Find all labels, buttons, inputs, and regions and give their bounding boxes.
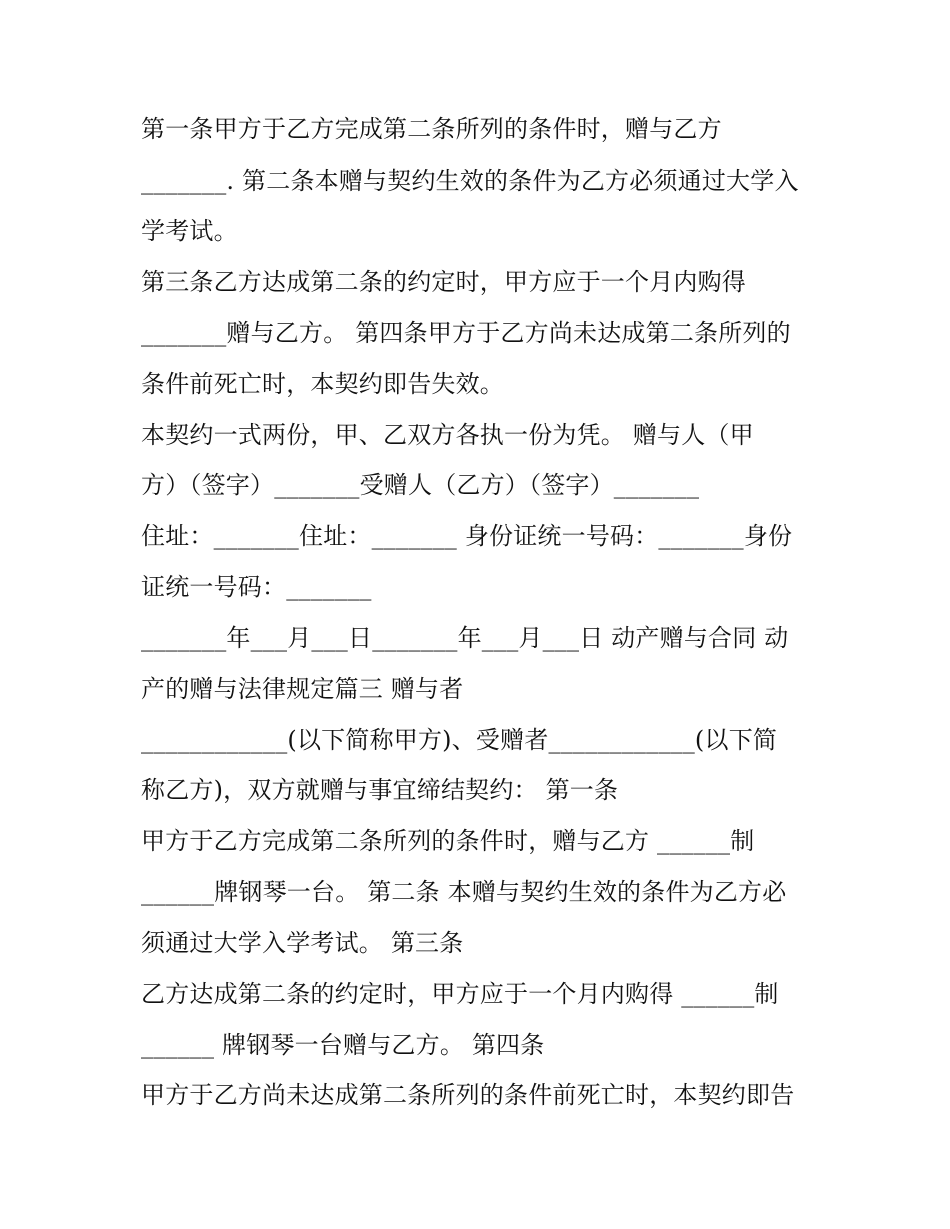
text-line: 证统一号码：_______ [141,573,372,601]
text-line: 本契约一式两份，甲、乙双方各执一份为凭。 赠与人（甲 [141,421,754,449]
text-line: 学考试。 [141,217,238,245]
text-line: 方）（签字）_______受赠人（乙方）（签字）_______ [141,471,700,499]
text-line: _______. 第二条本赠与契约生效的条件为乙方必须通过大学入 [141,167,799,195]
text-line: ______牌钢琴一台。 第二条 本赠与契约生效的条件为乙方必 [141,878,787,906]
text-line: 产的赠与法律规定篇三 赠与者 [141,675,464,703]
text-line: 甲方于乙方尚未达成第二条所列的条件前死亡时，本契约即告 [141,1081,795,1109]
text-line: 须通过大学入学考试。 第三条 [141,929,464,957]
text-line: 第三条乙方达成第二条的约定时，甲方应于一个月内购得 [141,268,746,296]
text-line: ____________(以下简称甲方)、受赠者____________(以下简 [141,726,778,754]
text-line: 甲方于乙方完成第二条所列的条件时，赠与乙方 ______制 [141,827,755,855]
text-line: 称乙方)，双方就赠与事宜缔结契约： 第一条 [141,776,619,804]
text-line: 条件前死亡时，本契约即告失效。 [141,370,504,398]
text-line: 乙方达成第二条的约定时，甲方应于一个月内购得 ______制 [141,980,779,1008]
text-line: 住址：_______住址：_______ 身份证统一号码：_______身份 [141,522,793,550]
text-line: ______ 牌钢琴一台赠与乙方。 第四条 [141,1031,545,1059]
text-line: _______年___月___日_______年___月___日 动产赠与合同 动 [141,624,789,652]
text-line: _______赠与乙方。 第四条甲方于乙方尚未达成第二条所列的 [141,319,791,347]
text-line: 第一条甲方于乙方完成第二条所列的条件时，赠与乙方 [141,115,722,143]
